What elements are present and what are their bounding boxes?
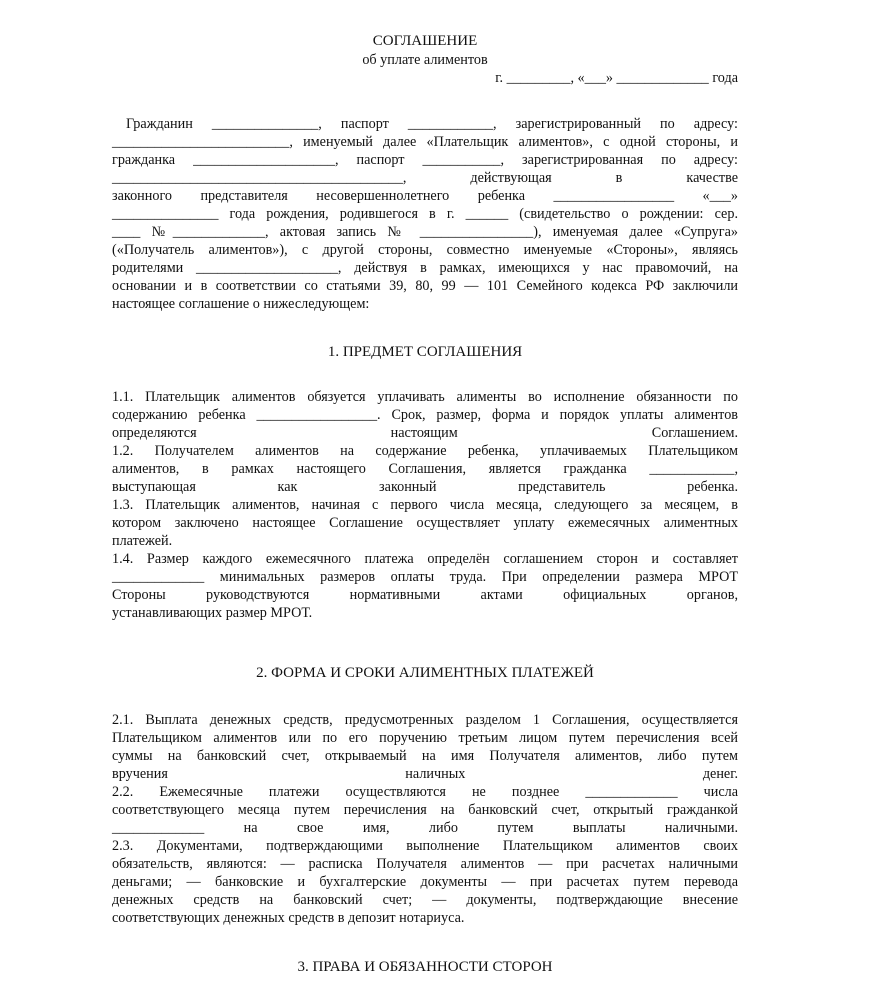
section-line: котором заключено настоящее Соглашение осуществляет уплату ежемесячных алиментных [112, 515, 738, 531]
section-line: 2.3. Документами, подтверждающими выполнение Плательщиком алиментов своих [112, 838, 738, 854]
document-subtitle: об уплате алиментов [362, 52, 488, 68]
section-line: деньгами; — банковские и бухгалтерские документы — при расчетах путем перевода [112, 874, 738, 890]
section-line: платежей. [112, 533, 173, 549]
intro-line: ____ №_____________, актовая запись № ________________), именуемая далее «Супруга» [112, 224, 738, 240]
section-line: Плательщиком алиментов или по его поручению третьим лицом путем перечисления всей [112, 730, 738, 746]
section-line: суммы на банковский счет, открываемый на имя Получателя алиментов, либо путем [112, 748, 738, 764]
section-line: 1.2. Получателем алиментов на содержание ребенка, уплачиваемых Плательщиком [112, 443, 738, 459]
section-line: содержанию ребенка _________________. Срок, размер, форма и порядок уплаты алиментов [112, 407, 738, 423]
section-line: 1.4. Размер каждого ежемесячного платежа определён соглашением сторон и составляет [112, 551, 738, 567]
section-heading: 1. ПРЕДМЕТ СОГЛАШЕНИЯ [327, 344, 523, 360]
intro-line: законного представителя несовершеннолетнего ребенка _________________ «___» [112, 188, 738, 204]
intro-line: («Получатель алиментов»), с другой стороны, совместно именуемые «Стороны», являясь [112, 242, 738, 258]
intro-line: _______________ года рождения, родившегося в г. ______ (свидетельство о рождении: сер. [112, 206, 738, 222]
intro-line: родителями ____________________, действуя в рамках, имеющихся у нас правомочий, на [112, 260, 738, 276]
intro-line: настоящее соглашение о нижеследующем: [112, 296, 370, 312]
section-line: денежных средств на банковский счет; — документы, подтверждающие внесение [112, 892, 738, 908]
section-line: соответствующих денежных средств в депозит нотариуса. [112, 910, 465, 926]
section-line: устанавливающих размер МРОТ. [112, 605, 313, 621]
section-line: 2.1. Выплата денежных средств, предусмотренных разделом 1 Соглашения, осуществляется [112, 712, 738, 728]
intro-line: гражданка ____________________, паспорт ___________, зарегистрированная по адресу: [112, 152, 738, 168]
section-line: соответствующего месяца путем перечисления на банковский счет, открытый гражданкой [112, 802, 738, 818]
intro-line: _________________________, именуемый далее «Плательщик алиментов», с одной стороны, и [112, 134, 738, 150]
intro-line: основании и в соответствии со статьями 39, 80, 99 — 101 Семейного кодекса РФ заключили [112, 278, 738, 294]
place-date-line: г. _________, «___» _____________ года [495, 70, 738, 86]
section-heading: 3. ПРАВА И ОБЯЗАННОСТИ СТОРОН [297, 959, 553, 975]
section-line: алиментов, в рамках настоящего Соглашения, является гражданка ____________, [112, 461, 738, 477]
section-line: 2.2. Ежемесячные платежи осуществляются не позднее _____________ числа [112, 784, 738, 800]
section-line: выступающая как законный представитель ребенка. [112, 479, 738, 495]
section-line: Стороны руководствуются нормативными актами официальных органов, [112, 587, 738, 603]
section-line: _____________ на свое имя, либо путем выплаты наличными. [112, 820, 738, 836]
document-title: СОГЛАШЕНИЕ [372, 33, 478, 49]
section-line: 1.3. Плательщик алиментов, начиная с первого числа месяца, следующего за месяцем, в [112, 497, 738, 513]
section-line: вручения наличных денег. [112, 766, 738, 782]
section-line: обязательств, являются: — расписка Получателя алиментов — при расчетах наличными [112, 856, 738, 872]
section-line: 1.1. Плательщик алиментов обязуется уплачивать алименты во исполнение обязанности по [112, 389, 738, 405]
intro-line: Гражданин _______________, паспорт ____________, зарегистрированный по адресу: [126, 116, 738, 132]
section-line: определяются настоящим Соглашением. [112, 425, 738, 441]
section-heading: 2. ФОРМА И СРОКИ АЛИМЕНТНЫХ ПЛАТЕЖЕЙ [256, 665, 594, 681]
intro-line: _________________________________________, действующая в качестве [112, 170, 738, 186]
section-line: _____________ минимальных размеров оплаты труда. При определении размера МРОТ [112, 569, 738, 585]
